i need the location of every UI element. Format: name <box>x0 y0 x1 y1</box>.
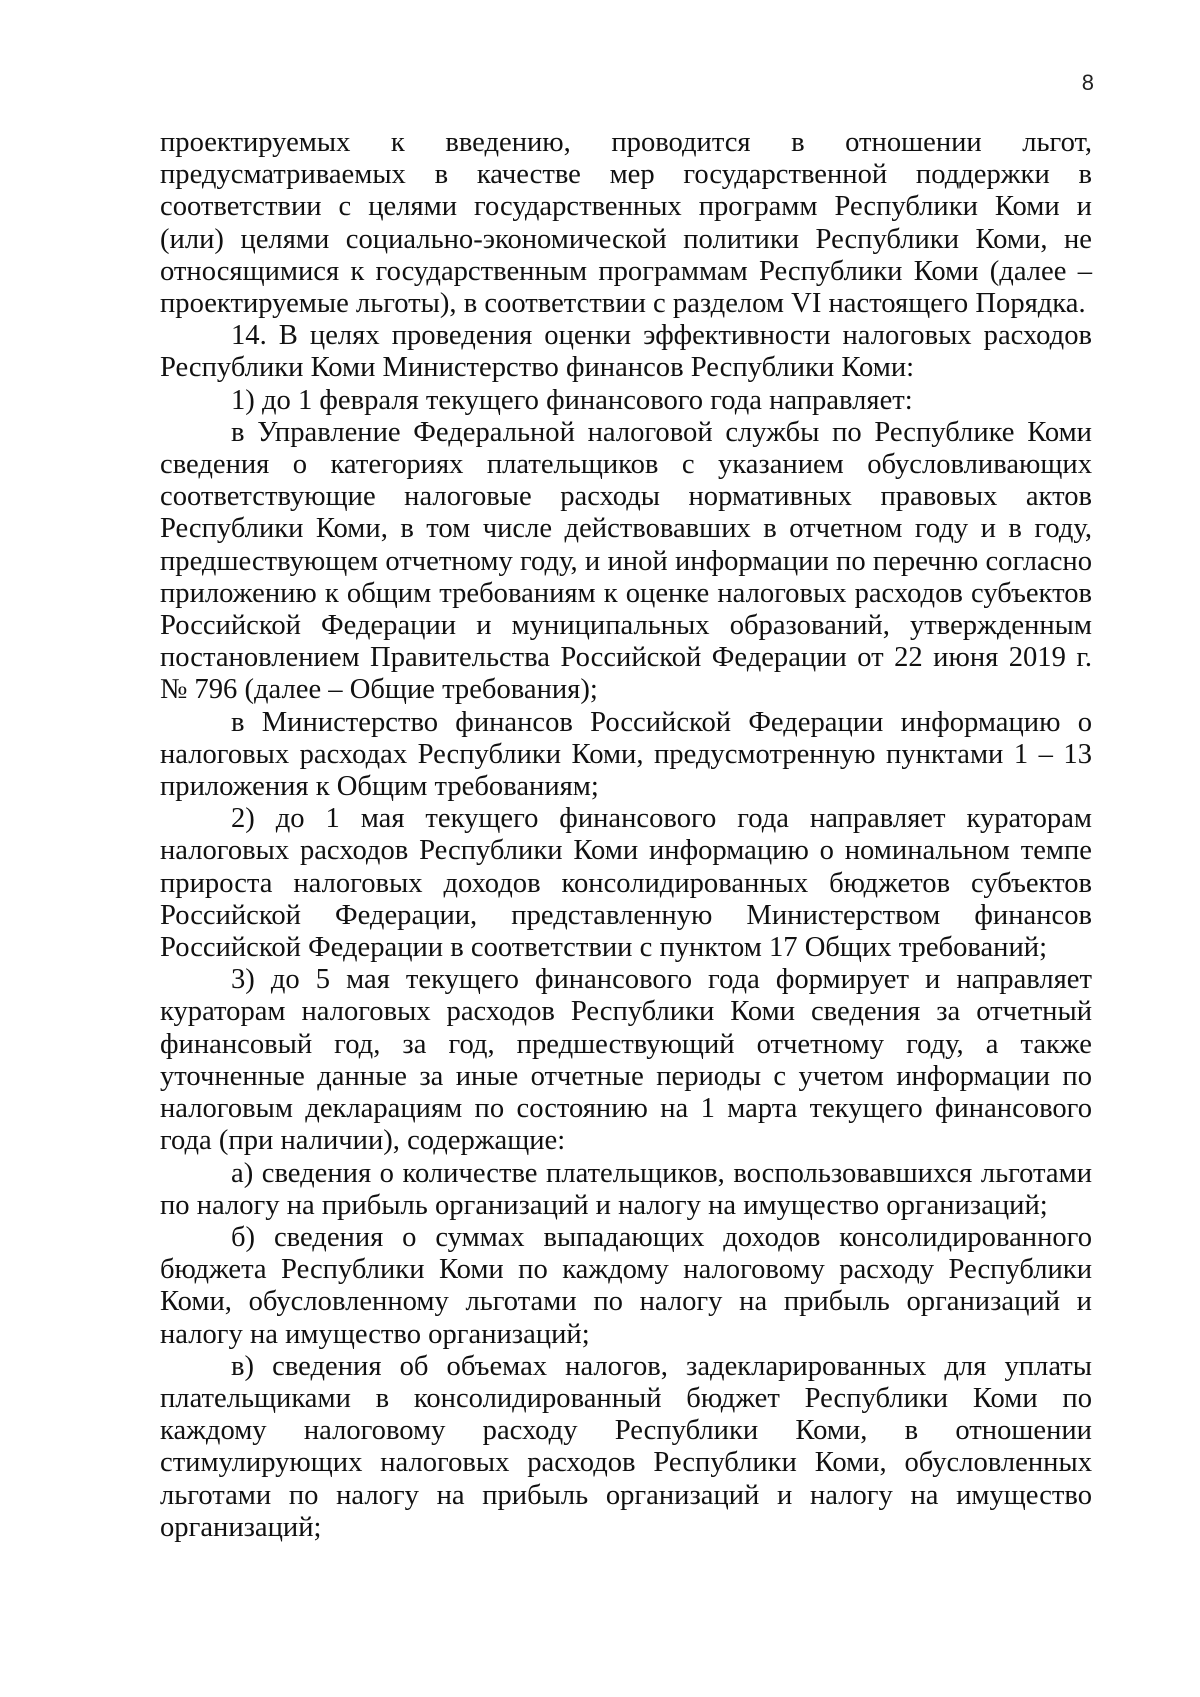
paragraph: 1) до 1 февраля текущего финансового года направляет: <box>231 384 913 416</box>
document-body <box>160 127 1092 1544</box>
paragraph: б) сведения о суммах выпадающих доходов консолидированного бюджета Республики Коми по каждому налоговому расходу Республики Коми, обусловленному льготами по налогу на прибыль организаций и налогу на имущество организаций; <box>160 1221 1092 1350</box>
paragraph: а) сведения о количестве плательщиков, воспользовавшихся льготами по налогу на прибыль организаций и налогу на имущество организаций; <box>160 1157 1092 1221</box>
paragraph: 3) до 5 мая текущего финансового года формирует и направляет кураторам налоговых расходов Республики Коми сведения за отчетный финансовый год, за год, предшествующий отчетному году, а также уточненные данные за иные отчетные периоды с учетом информации по налоговым декларациям по состоянию на 1 марта текущего финансового года (при наличии), содержащие: <box>160 964 1092 1157</box>
paragraph: в Министерство финансов Российской Федерации информацию о налоговых расходах Республики Коми, предусмотренную пунктами 1 – 13 приложения к Общим требованиям; <box>160 706 1092 803</box>
paragraph: в) сведения об объемах налогов, задекларированных для уплаты плательщиками в консолидированный бюджет Республики Коми по каждому налоговому расходу Республики Коми, в отношении стимулирующих налоговых расходов Республики Коми, обусловленных льготами по налогу на прибыль организаций и налогу на имущество организаций; <box>160 1350 1092 1543</box>
page-number: 8 <box>1081 70 1094 95</box>
paragraph: в Управление Федеральной налоговой службы по Республике Коми сведения о категориях плательщиков с указанием обусловливающих соответствующие налоговые расходы нормативных правовых актов Республики Коми, в том числе действовавших в отчетном году и в году, предшествующем отчетному году, и иной информации по перечню согласно приложению к общим требованиям к оценке налоговых расходов субъектов Российской Федерации и муниципальных образований, утвержденным постановлением Правительства Российской Федерации от 22 июня 2019 г. № 796 (далее – Общие требования); <box>160 416 1092 706</box>
paragraph: проектируемых к введению, проводится в отношении льгот, предусматриваемых в качестве мер государственной поддержки в соответствии с целями государственных программ Республики Коми и (или) целями социально-экономической политики Республики Коми, не относящимися к государственным программам Республики Коми (далее – проектируемые льготы), в соответствии с разделом VI настоящего Порядка. <box>160 127 1092 320</box>
paragraph: 14. В целях проведения оценки эффективности налоговых расходов Республики Коми Министерство финансов Республики Коми: <box>160 320 1092 384</box>
paragraph: 2) до 1 мая текущего финансового года направляет кураторам налоговых расходов Республики Коми информацию о номинальном темпе прироста налоговых доходов консолидированных бюджетов субъектов Российской Федерации, представленную Министерством финансов Российской Федерации в соответствии с пунктом 17 Общих требований; <box>160 803 1092 964</box>
